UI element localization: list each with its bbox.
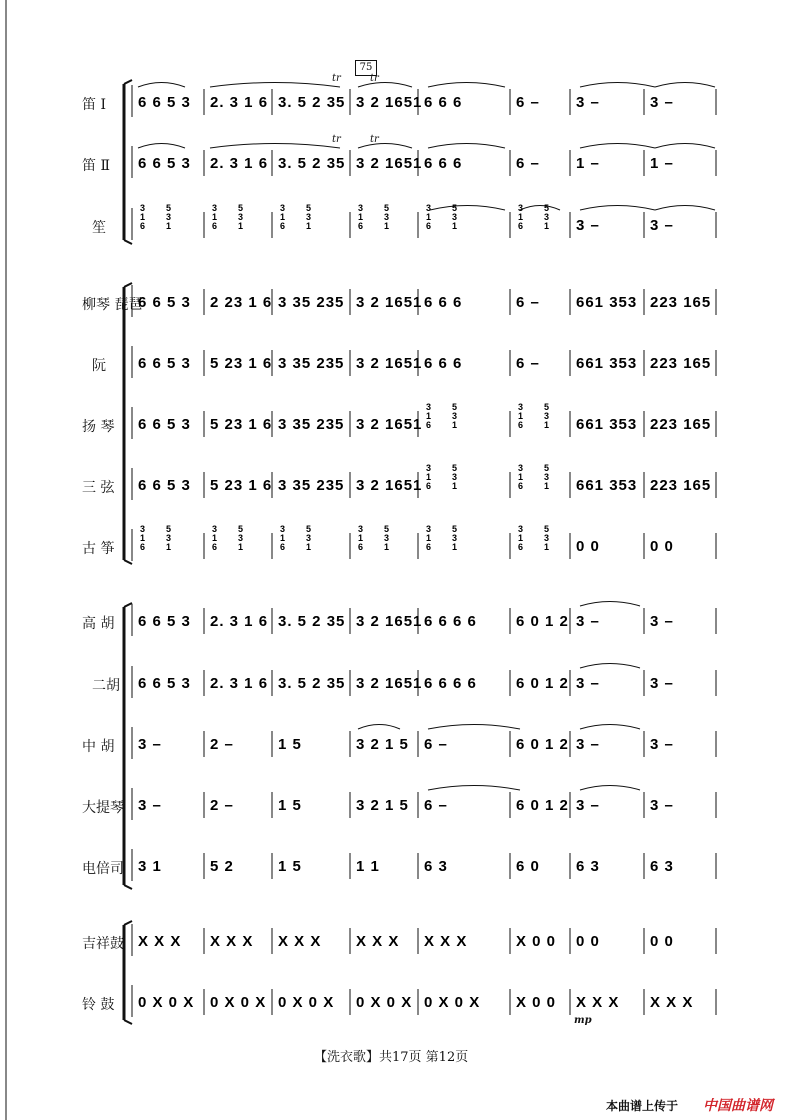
chord-stack: 3 1 6 [518, 463, 524, 491]
measure-guzheng-7: 0 0 [576, 538, 600, 555]
chord-stack: 5 3 1 [384, 524, 390, 552]
bracket-hook [124, 560, 132, 564]
measure-cello-6: 6 0 1 2 [516, 797, 569, 814]
measure-di2-1: 6 6 5 3 [138, 155, 191, 172]
measure-bass-1: 3 1 [138, 858, 162, 875]
measure-bass-7: 6 3 [576, 858, 600, 875]
instrument-label-zhonghu: 中 胡 [82, 739, 115, 755]
measure-jixianggu-6: X 0 0 [516, 933, 557, 950]
measure-sanxian-3: 3 35 235 [278, 477, 345, 494]
chord-stack: 3 1 6 [426, 402, 432, 430]
chord-stack: 3 1 6 [426, 463, 432, 491]
measure-cello-4: 3 2 1 5 [356, 797, 409, 814]
measure-linggu-6: X 0 0 [516, 994, 557, 1011]
measure-erhu-2: 2. 3 1 6 [210, 675, 269, 692]
measure-gaohu-2: 2. 3 1 6 [210, 613, 269, 630]
measure-jixianggu-1: X X X [138, 933, 182, 950]
measure-cello-7: 3 – [576, 797, 600, 814]
measure-di1-7: 3 – [576, 94, 600, 111]
measure-yangqin-7: 661 353 [576, 416, 638, 433]
measure-jixianggu-3: X X X [278, 933, 322, 950]
measure-yangqin-1: 6 6 5 3 [138, 416, 191, 433]
trill-mark: tr [332, 134, 341, 145]
measure-sanxian-1: 6 6 5 3 [138, 477, 191, 494]
measure-zhonghu-1: 3 – [138, 736, 162, 753]
bracket-hook [124, 283, 132, 287]
measure-di2-6: 6 – [516, 155, 540, 172]
measure-linggu-2: 0 X 0 X [210, 994, 267, 1011]
chord-stack: 3 1 6 [426, 203, 432, 231]
slur [428, 725, 520, 730]
slur [580, 602, 640, 607]
measure-zhonghu-3: 1 5 [278, 736, 302, 753]
instrument-label-liuqin: 柳琴 琵琶 [82, 297, 143, 313]
measure-erhu-8: 3 – [650, 675, 674, 692]
chord-stack: 5 3 1 [544, 524, 550, 552]
measure-ruan-2: 5 23 1 6 [210, 355, 273, 372]
measure-cello-5: 6 – [424, 797, 448, 814]
measure-jixianggu-8: 0 0 [650, 933, 674, 950]
measure-bass-4: 1 1 [356, 858, 380, 875]
measure-ruan-4: 3 2 1651 [356, 355, 423, 372]
measure-linggu-4: 0 X 0 X [356, 994, 413, 1011]
slur [580, 144, 655, 149]
measure-zhonghu-4: 3 2 1 5 [356, 736, 409, 753]
measure-linggu-1: 0 X 0 X [138, 994, 195, 1011]
instrument-label-bass: 电倍司 [82, 861, 124, 877]
measure-linggu-3: 0 X 0 X [278, 994, 335, 1011]
measure-ruan-8: 223 165 [650, 355, 712, 372]
dynamic-mark: mp [574, 1015, 592, 1026]
measure-gaohu-1: 6 6 5 3 [138, 613, 191, 630]
bracket-hook [124, 80, 132, 84]
measure-liuqin-2: 2 23 1 6 [210, 294, 273, 311]
chord-stack: 3 1 6 [212, 524, 218, 552]
chord-stack: 5 3 1 [544, 463, 550, 491]
chord-stack: 3 1 6 [280, 524, 286, 552]
measure-erhu-6: 6 0 1 2 [516, 675, 569, 692]
measure-liuqin-4: 3 2 1651 [356, 294, 423, 311]
measure-sanxian-8: 223 165 [650, 477, 712, 494]
instrument-label-jixianggu: 吉祥鼓 [82, 936, 124, 952]
page-footer: 【洗衣歌】共17页 第12页 [314, 1050, 469, 1065]
measure-jixianggu-5: X X X [424, 933, 468, 950]
measure-yangqin-3: 3 35 235 [278, 416, 345, 433]
instrument-label-guzheng: 古 筝 [82, 541, 115, 557]
measure-gaohu-3: 3. 5 2 35 [278, 613, 346, 630]
measure-erhu-4: 3 2 1651 [356, 675, 423, 692]
measure-di1-5: 6 6 6 [424, 94, 463, 111]
slur [428, 144, 505, 149]
measure-sanxian-2: 5 23 1 6 [210, 477, 273, 494]
measure-zhonghu-8: 3 – [650, 736, 674, 753]
measure-bass-3: 1 5 [278, 858, 302, 875]
measure-gaohu-6: 6 0 1 2 [516, 613, 569, 630]
measure-di2-3: 3. 5 2 35 [278, 155, 346, 172]
measure-erhu-3: 3. 5 2 35 [278, 675, 346, 692]
slur [655, 144, 715, 149]
measure-cello-3: 1 5 [278, 797, 302, 814]
chord-stack: 5 3 1 [544, 402, 550, 430]
measure-sheng-8: 3 – [650, 217, 674, 234]
bracket-hook [124, 1020, 132, 1024]
measure-gaohu-8: 3 – [650, 613, 674, 630]
bracket-hook [124, 885, 132, 889]
chord-stack: 5 3 1 [544, 203, 550, 231]
instrument-label-sanxian: 三 弦 [82, 480, 115, 496]
slur [358, 144, 412, 149]
slur [358, 83, 412, 88]
slur [138, 144, 185, 149]
measure-cello-1: 3 – [138, 797, 162, 814]
instrument-label-erhu: 二胡 [92, 678, 120, 694]
measure-cello-2: 2 – [210, 797, 234, 814]
upload-notice: 本曲谱上传于 [606, 1099, 679, 1113]
chord-stack: 5 3 1 [452, 524, 458, 552]
slur [210, 83, 340, 88]
measure-cello-8: 3 – [650, 797, 674, 814]
chord-stack: 3 1 6 [426, 524, 432, 552]
bracket-hook [124, 603, 132, 607]
bracket-hook [124, 921, 132, 925]
slur [428, 786, 520, 791]
measure-erhu-1: 6 6 5 3 [138, 675, 191, 692]
measure-zhonghu-5: 6 – [424, 736, 448, 753]
instrument-label-yangqin: 扬 琴 [82, 419, 115, 435]
chord-stack: 3 1 6 [518, 402, 524, 430]
measure-di1-8: 3 – [650, 94, 674, 111]
instrument-label-linggu: 铃 鼓 [82, 997, 115, 1013]
measure-liuqin-8: 223 165 [650, 294, 712, 311]
brand-logo[interactable]: 中国曲谱网 [703, 1098, 773, 1114]
slur [655, 83, 715, 88]
measure-zhonghu-2: 2 – [210, 736, 234, 753]
measure-zhonghu-6: 6 0 1 2 [516, 736, 569, 753]
measure-bass-8: 6 3 [650, 858, 674, 875]
measure-jixianggu-2: X X X [210, 933, 254, 950]
slur [655, 206, 715, 211]
measure-ruan-3: 3 35 235 [278, 355, 345, 372]
chord-stack: 5 3 1 [238, 203, 244, 231]
measure-yangqin-8: 223 165 [650, 416, 712, 433]
measure-gaohu-5: 6 6 6 6 [424, 613, 477, 630]
instrument-label-gaohu: 高 胡 [82, 616, 115, 632]
measure-di1-4: 3 2 1651 [356, 94, 423, 111]
chord-stack: 5 3 1 [452, 402, 458, 430]
measure-di2-8: 1 – [650, 155, 674, 172]
measure-sheng-7: 3 – [576, 217, 600, 234]
trill-mark: tr [370, 134, 379, 145]
measure-liuqin-1: 6 6 5 3 [138, 294, 191, 311]
measure-sanxian-7: 661 353 [576, 477, 638, 494]
measure-di1-6: 6 – [516, 94, 540, 111]
measure-jixianggu-7: 0 0 [576, 933, 600, 950]
chord-stack: 5 3 1 [452, 203, 458, 231]
measure-di1-3: 3. 5 2 35 [278, 94, 346, 111]
measure-di1-2: 2. 3 1 6 [210, 94, 269, 111]
measure-erhu-7: 3 – [576, 675, 600, 692]
measure-guzheng-8: 0 0 [650, 538, 674, 555]
chord-stack: 5 3 1 [306, 203, 312, 231]
instrument-label-di1: 笛 Ⅰ [82, 97, 106, 113]
slur [358, 725, 400, 730]
measure-di2-2: 2. 3 1 6 [210, 155, 269, 172]
slur [580, 83, 655, 88]
measure-bass-6: 6 0 [516, 858, 540, 875]
rehearsal-mark: 75 [355, 60, 377, 76]
slur [580, 725, 640, 730]
instrument-label-cello: 大提琴 [82, 800, 124, 816]
slur [138, 83, 185, 88]
measure-ruan-6: 6 – [516, 355, 540, 372]
trill-mark: tr [370, 73, 379, 84]
measure-liuqin-3: 3 35 235 [278, 294, 345, 311]
chord-stack: 3 1 6 [140, 524, 146, 552]
instrument-label-ruan: 阮 [92, 358, 106, 374]
slur [580, 786, 640, 791]
measure-linggu-8: X X X [650, 994, 694, 1011]
measure-ruan-5: 6 6 6 [424, 355, 463, 372]
measure-di2-5: 6 6 6 [424, 155, 463, 172]
chord-stack: 3 1 6 [280, 203, 286, 231]
measure-liuqin-5: 6 6 6 [424, 294, 463, 311]
slur [580, 206, 655, 211]
chord-stack: 3 1 6 [358, 524, 364, 552]
chord-stack: 5 3 1 [166, 524, 172, 552]
instrument-label-sheng: 笙 [92, 220, 106, 236]
measure-bass-5: 6 3 [424, 858, 448, 875]
bracket-hook [124, 240, 132, 244]
slur [428, 83, 505, 88]
measure-gaohu-4: 3 2 1651 [356, 613, 423, 630]
chord-stack: 3 1 6 [358, 203, 364, 231]
measure-linggu-7: X X X [576, 994, 620, 1011]
chord-stack: 3 1 6 [140, 203, 146, 231]
measure-jixianggu-4: X X X [356, 933, 400, 950]
measure-bass-2: 5 2 [210, 858, 234, 875]
slur [520, 206, 560, 211]
measure-liuqin-6: 6 – [516, 294, 540, 311]
slur [580, 664, 640, 669]
chord-stack: 5 3 1 [306, 524, 312, 552]
measure-di2-7: 1 – [576, 155, 600, 172]
measure-zhonghu-7: 3 – [576, 736, 600, 753]
measure-linggu-5: 0 X 0 X [424, 994, 481, 1011]
chord-stack: 3 1 6 [212, 203, 218, 231]
chord-stack: 3 1 6 [518, 524, 524, 552]
measure-sanxian-4: 3 2 1651 [356, 477, 423, 494]
slur [430, 206, 505, 211]
slur [210, 144, 340, 149]
measure-yangqin-4: 3 2 1651 [356, 416, 423, 433]
measure-di1-1: 6 6 5 3 [138, 94, 191, 111]
measure-liuqin-7: 661 353 [576, 294, 638, 311]
measure-ruan-1: 6 6 5 3 [138, 355, 191, 372]
chord-stack: 5 3 1 [452, 463, 458, 491]
chord-stack: 5 3 1 [384, 203, 390, 231]
chord-stack: 3 1 6 [518, 203, 524, 231]
instrument-label-di2: 笛 Ⅱ [82, 158, 110, 174]
measure-yangqin-2: 5 23 1 6 [210, 416, 273, 433]
chord-stack: 5 3 1 [166, 203, 172, 231]
trill-mark: tr [332, 73, 341, 84]
measure-ruan-7: 661 353 [576, 355, 638, 372]
chord-stack: 5 3 1 [238, 524, 244, 552]
measure-gaohu-7: 3 – [576, 613, 600, 630]
measure-erhu-5: 6 6 6 6 [424, 675, 477, 692]
measure-di2-4: 3 2 1651 [356, 155, 423, 172]
